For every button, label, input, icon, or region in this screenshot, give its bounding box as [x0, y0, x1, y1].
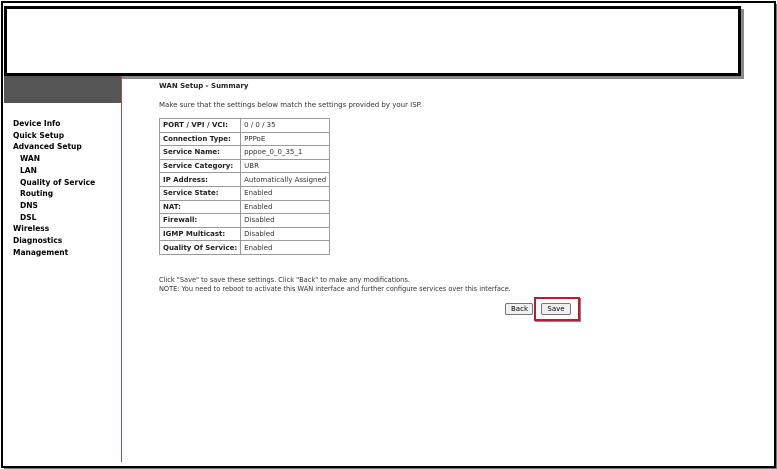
summary-table — [159, 118, 330, 255]
row-label: IGMP Multicast: — [160, 227, 241, 241]
sidebar-item-advanced-setup[interactable]: Advanced Setup — [13, 142, 82, 152]
row-value: 0 / 0 / 35 — [241, 119, 330, 133]
row-value: Disabled — [241, 227, 330, 241]
table-row — [160, 119, 330, 133]
sidebar-item-quality-of-service[interactable]: Quality of Service — [20, 177, 96, 187]
table-row — [160, 227, 330, 241]
row-value: pppoe_0_0_35_1 — [241, 146, 330, 160]
row-value: Automatically Assigned — [241, 173, 330, 187]
sidebar — [4, 76, 122, 462]
sidebar-item-quick-setup[interactable]: Quick Setup — [13, 130, 65, 140]
table-row — [160, 186, 330, 200]
save-back-instruction: Click "Save" to save these settings. Click "Back" to make any modifications. — [159, 276, 410, 284]
table-row — [160, 214, 330, 228]
row-label: Service State: — [160, 186, 241, 200]
table-row — [160, 132, 330, 146]
reboot-note: NOTE: You need to reboot to activate this WAN interface and further configure services over this interface. — [159, 285, 511, 293]
header-banner — [4, 6, 741, 76]
row-value: Disabled — [241, 214, 330, 228]
table-row — [160, 146, 330, 160]
table-row — [160, 159, 330, 173]
main-content — [159, 82, 759, 313]
row-label: Service Name: — [160, 146, 241, 160]
row-value: Enabled — [241, 186, 330, 200]
back-button[interactable]: Back — [505, 303, 533, 315]
row-label: NAT: — [160, 200, 241, 214]
sidebar-item-diagnostics[interactable]: Diagnostics — [13, 236, 63, 246]
sidebar-item-wireless[interactable]: Wireless — [13, 224, 50, 234]
sidebar-item-lan[interactable]: LAN — [20, 165, 37, 175]
table-row — [160, 241, 330, 255]
save-button[interactable]: Save — [541, 303, 571, 315]
instructions-note — [159, 276, 511, 294]
sidebar-nav — [13, 118, 95, 258]
row-label: Connection Type: — [160, 132, 241, 146]
sidebar-item-management[interactable]: Management — [13, 247, 69, 257]
row-value: UBR — [241, 159, 330, 173]
row-label: Service Category: — [160, 159, 241, 173]
row-value: PPPoE — [241, 132, 330, 146]
intro-text: Make sure that the settings below match the settings provided by your ISP. — [159, 101, 423, 109]
page-title: WAN Setup - Summary — [159, 82, 249, 90]
table-row — [160, 200, 330, 214]
row-value: Enabled — [241, 200, 330, 214]
row-label: IP Address: — [160, 173, 241, 187]
row-label: Firewall: — [160, 214, 241, 228]
table-row — [160, 173, 330, 187]
row-value: Enabled — [241, 241, 330, 255]
sidebar-banner — [4, 76, 121, 103]
sidebar-item-wan[interactable]: WAN — [20, 154, 41, 164]
row-label: Quality Of Service: — [160, 241, 241, 255]
sidebar-item-routing[interactable]: Routing — [20, 189, 54, 199]
row-label: PORT / VPI / VCI: — [160, 119, 241, 133]
sidebar-item-dns[interactable]: DNS — [20, 200, 38, 210]
sidebar-item-dsl[interactable]: DSL — [20, 212, 37, 222]
sidebar-item-device-info[interactable]: Device Info — [13, 119, 61, 128]
